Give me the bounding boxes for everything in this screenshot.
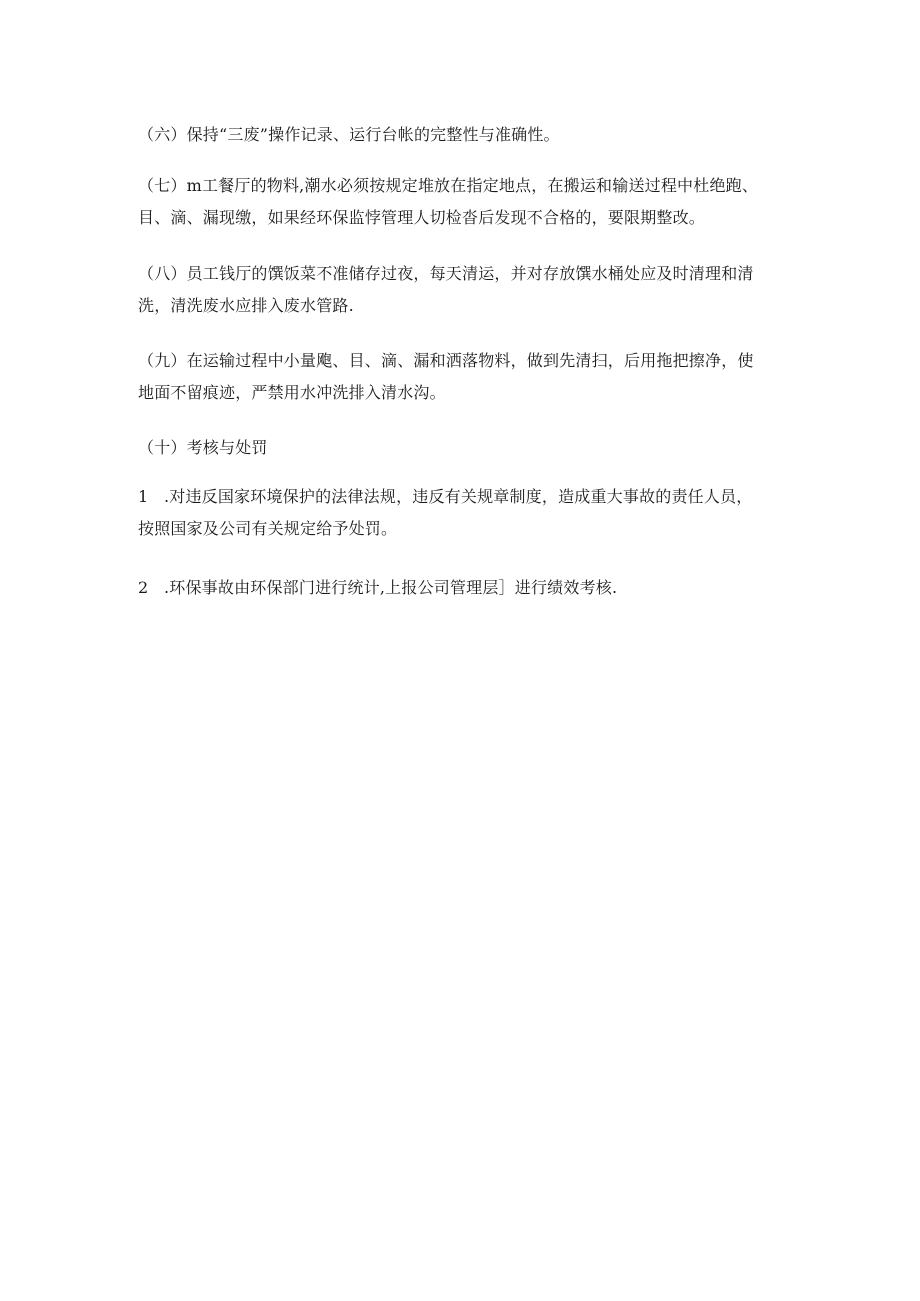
paragraph-six <box>138 119 786 151</box>
paragraph-line: （八）员工钱厅的馔饭菜不准储存过夜，每天清运，并对存放馔水桶处应及时清理和清 <box>138 264 754 283</box>
item-text-continuation: 按照国家及公司有关规定给予处罚。 <box>138 519 398 538</box>
paragraph-line: 地面不留痕迹，严禁用水冲洗排入清水沟。 <box>138 383 446 402</box>
paragraph-seven <box>138 170 786 234</box>
paragraph-line: 目、滴、漏现缴，如果经环保监悖管理人切检沓后发现不合格的，要限期整改。 <box>138 208 706 227</box>
paragraph-line: （七）m工餐厅的物料,潮水必须按规定堆放在指定地点，在搬运和输送过程中杜绝跑、 <box>138 176 759 195</box>
paragraph-line: （六）保持“三废”操作记录、运行台帐的完整性与准确性。 <box>138 125 560 144</box>
paragraph-line: （九）在运输过程中小量飑、目、滴、漏和洒落物料，做到先清扫，后用拖把擦净，使 <box>138 351 754 370</box>
item-text: .环保事故由环保部门进行统计,上报公司管理层］进行绩效考核. <box>164 578 618 597</box>
paragraph-nine <box>138 345 786 409</box>
paragraph-line: 洗，清洗废水应排入废水管路. <box>138 296 354 315</box>
item-text: .对违反国家环境保护的法律法规，违反有关规章制度，造成重大事故的责任人员， <box>164 487 753 506</box>
paragraph-eight <box>138 258 786 322</box>
numbered-item-2 <box>138 572 786 604</box>
item-number: 1 <box>138 487 149 506</box>
numbered-item-1 <box>138 481 786 545</box>
paragraph-ten-heading <box>138 432 786 464</box>
item-number: 2 <box>138 578 149 597</box>
section-heading: （十）考核与处罚 <box>138 438 268 457</box>
